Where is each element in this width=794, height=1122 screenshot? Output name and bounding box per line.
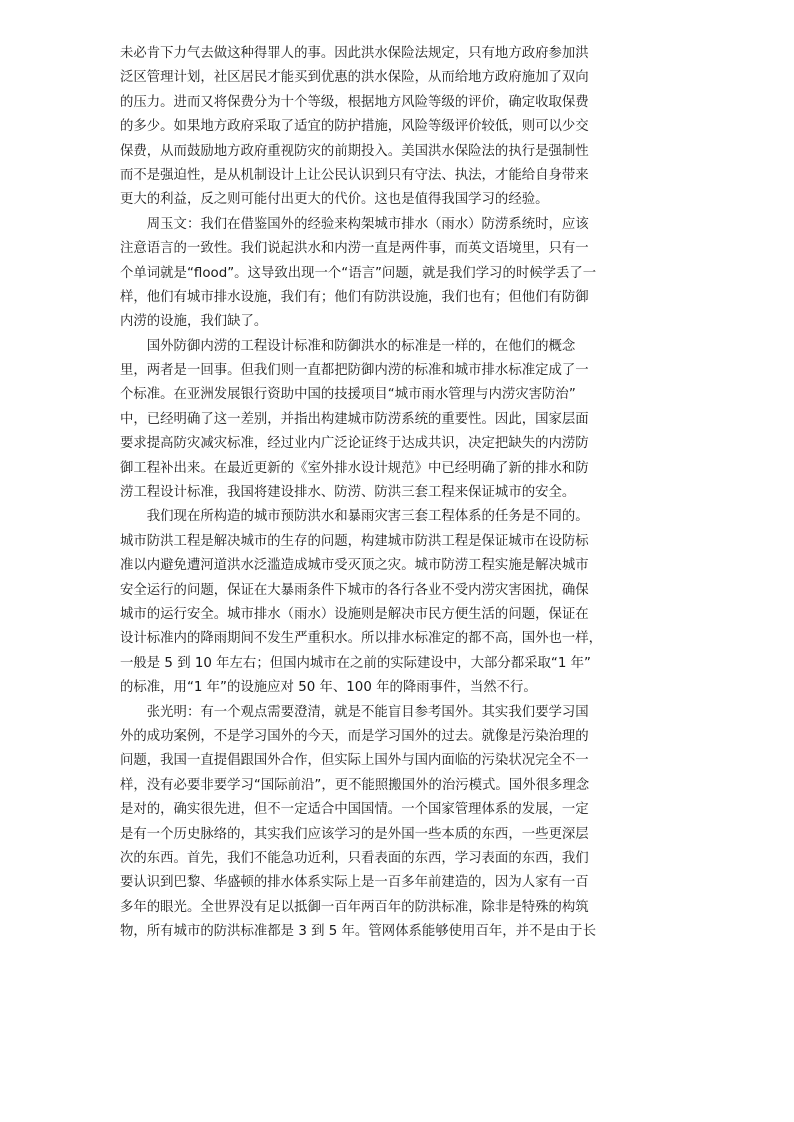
text-line: 的多少。如果地方政府采取了适宜的防护措施，风险等级评价较低，则可以少交 <box>120 119 589 135</box>
body-text <box>120 42 650 944</box>
text-line: 中，已经明确了这一差别，并指出构建城市防涝系统的重要性。因此，国家层面 <box>120 411 589 427</box>
text-line: 物，所有城市的防洪标准都是 3 到 5 年。管网体系能够使用百年，并不是由于长 <box>120 924 596 940</box>
text-line: 保费，从而鼓励地方政府重视防灾的前期投入。美国洪水保险法的执行是强制性 <box>120 143 589 159</box>
text-line: 设计标准内的降雨期间不发生严重积水。所以排水标准定的都不高，国外也一样， <box>120 631 603 647</box>
text-line: 未必肯下力气去做这种得罪人的事。因此洪水保险法规定，只有地方政府参加洪 <box>120 46 589 61</box>
text-line: 要认识到巴黎、华盛顿的排水体系实际上是一百多年前建造的，因为人家有一百 <box>120 875 589 891</box>
text-line: 城市的运行安全。城市排水（雨水）设施则是解决市民方便生活的问题，保证在 <box>120 606 589 622</box>
text-line: 御工程补出来。在最近更新的《室外排水设计规范》中已经明确了新的排水和防 <box>120 460 589 476</box>
text-line: 问题，我国一直提倡跟国外合作，但实际上国外与国内面临的污染状况完全不一 <box>120 753 589 769</box>
text-line: 的压力。进而又将保费分为十个等级，根据地方风险等级的评价，确定收取保费 <box>120 94 589 110</box>
text-line: 准以内避免遭河道洪水泛滥造成城市受灭顶之灾。城市防涝工程实施是解决城市 <box>120 558 589 574</box>
text-line: 样，没有必要非要学习“国际前沿”，更不能照搬国外的治污模式。国外很多理念 <box>120 777 590 793</box>
text-line: 是有一个历史脉络的，其实我们应该学习的是外国一些本质的东西，一些更深层 <box>120 826 589 842</box>
text-line: 个单词就是“flood”。这导致出现一个“语言”问题，就是我们学习的时候学丢了一 <box>120 265 597 281</box>
text-line: 而不是强迫性，是从机制设计上让公民认识到只有守法、执法，才能给自身带来 <box>120 167 589 183</box>
text-line: 周玉文：我们在借鉴国外的经验来构架城市排水（雨水）防涝系统时，应该 <box>120 216 589 232</box>
text-line: 次的东西。首先，我们不能急功近利，只看表面的东西，学习表面的东西，我们 <box>120 850 589 866</box>
text-line: 内涝的设施，我们缺了。 <box>120 314 268 330</box>
text-line: 的标准，用“1 年”的设施应对 50 年、100 年的降雨事件，当然不行。 <box>120 680 537 696</box>
text-line: 泛区管理计划，社区居民才能买到优惠的洪水保险，从而给地方政府施加了双向 <box>120 70 589 86</box>
text-line: 注意语言的一致性。我们说起洪水和内涝一直是两件事，而英文语境里，只有一 <box>120 241 589 257</box>
text-line: 城市防洪工程是解决城市的生存的问题，构建城市防洪工程是保证城市在设防标 <box>120 533 589 549</box>
text-line: 一般是 5 到 10 年左右；但国内城市在之前的实际建设中，大部分都采取“1 年” <box>120 655 591 671</box>
text-line: 要求提高防灾减灾标准，经过业内广泛论证终于达成共识，决定把缺失的内涝防 <box>120 436 589 452</box>
text-line: 样，他们有城市排水设施，我们有；他们有防洪设施，我们也有；但他们有防御 <box>120 289 589 305</box>
text-line: 涝工程设计标准，我国将建设排水、防涝、防洪三套工程来保证城市的安全。 <box>120 485 576 501</box>
text-line: 里，两者是一回事。但我们则一直都把防御内涝的标准和城市排水标准定成了一 <box>120 363 589 379</box>
text-line: 多年的眼光。全世界没有足以抵御一百年两百年的防洪标准，除非是特殊的构筑 <box>120 899 589 915</box>
text-line: 安全运行的问题，保证在大暴雨条件下城市的各行各业不受内涝灾害困扰，确保 <box>120 582 589 598</box>
text-line: 是对的，确实很先进，但不一定适合中国国情。一个国家管理体系的发展，一定 <box>120 802 589 818</box>
text-line: 个标准。在亚洲发展银行资助中国的技援项目“城市雨水管理与内涝灾害防治” <box>120 387 576 403</box>
text-line: 国外防御内涝的工程设计标准和防御洪水的标准是一样的，在他们的概念 <box>120 338 576 354</box>
text-line: 张光明：有一个观点需要澄清，就是不能盲目参考国外。其实我们要学习国 <box>120 704 589 720</box>
text-line: 外的成功案例，不是学习国外的今天，而是学习国外的过去。就像是污染治理的 <box>120 728 589 744</box>
text-line: 更大的利益，反之则可能付出更大的代价。这也是值得我国学习的经验。 <box>120 192 549 208</box>
text-line: 我们现在所构造的城市预防洪水和暴雨灾害三套工程体系的任务是不同的。 <box>120 509 589 525</box>
